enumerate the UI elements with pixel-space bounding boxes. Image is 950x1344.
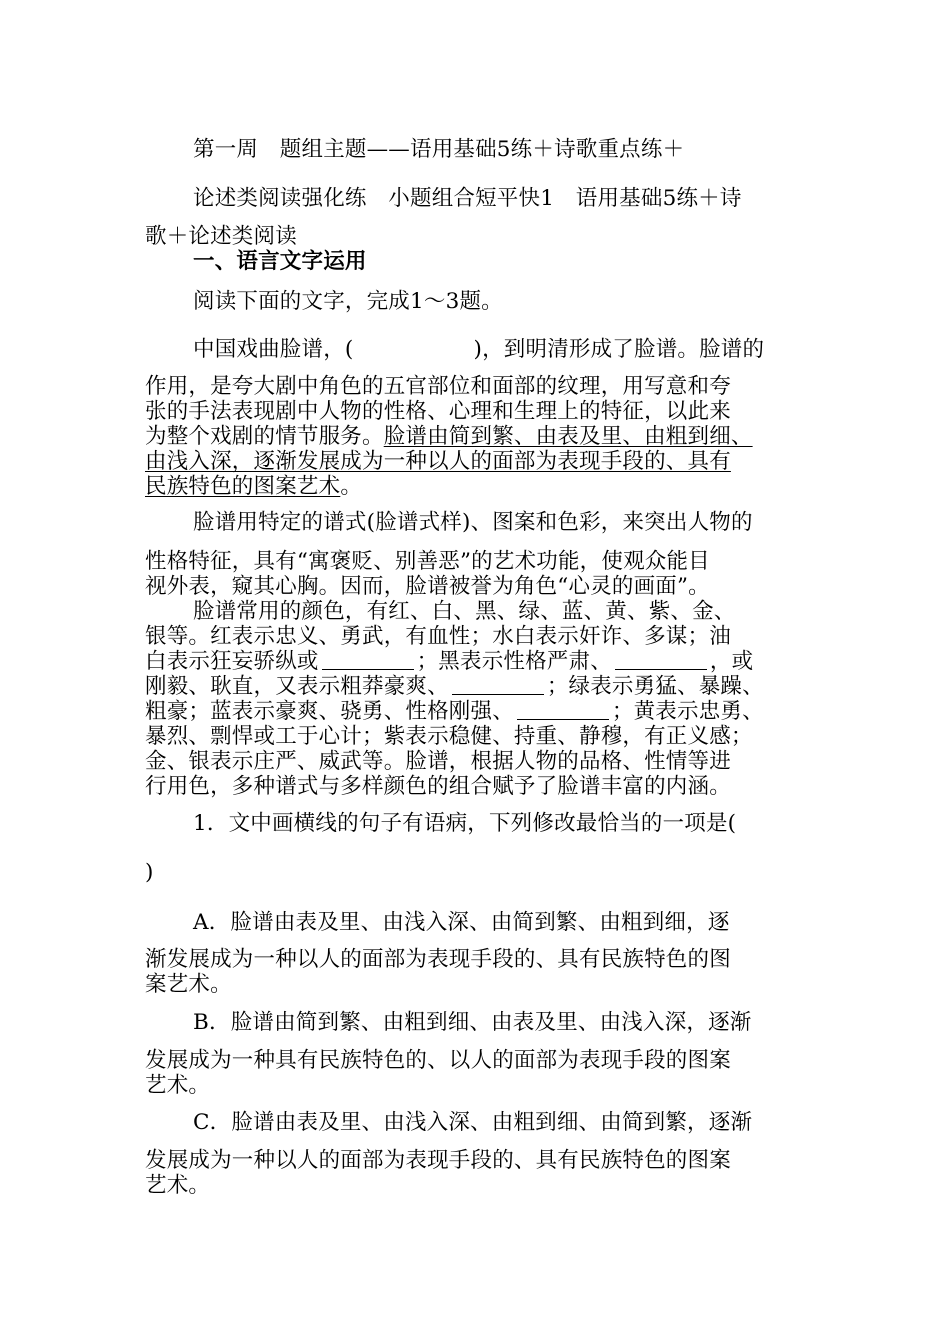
fill-blank [452, 693, 544, 695]
option-c-line-3: 艺术。 [145, 1173, 211, 1198]
passage-p3-line-8: 行用色，多种谱式与多样颜色的组合赋予了脸谱丰富的内涵。 [145, 774, 731, 799]
option-b-line-2: 发展成为一种具有民族特色的、以人的面部为表现手段的图案 [145, 1048, 731, 1073]
passage-text: ；绿表示勇猛、暴躁、 [546, 674, 764, 699]
option-c-line-1: C．脸谱由表及里、由浅入深、由粗到细、由简到繁，逐渐 [193, 1110, 753, 1135]
option-a-line-1: A．脸谱由表及里、由浅入深、由简到繁、由粗到细，逐 [193, 910, 730, 935]
passage-p2-line-3: 视外表，窥其心胸。因而，脸谱被誉为角色“心灵的画面”。 [145, 574, 710, 599]
passage-p1-line-2: 作用，是夸大剧中角色的五官部位和面部的纹理，用写意和夸 [145, 374, 731, 399]
underlined-sentence: 民族特色的图案艺术 [145, 474, 341, 499]
passage-p1-line-4 [145, 424, 810, 450]
passage-p3-line-3 [145, 649, 810, 675]
section-instruction: 阅读下面的文字，完成1～3题。 [193, 289, 503, 314]
passage-p3-line-7: 金、银表示庄严、威武等。脸谱，根据人物的品格、性情等进 [145, 749, 731, 774]
title-line-3: 歌＋论述类阅读 [145, 224, 297, 249]
option-a-line-3: 案艺术。 [145, 972, 232, 997]
question-1-stem-close: ) [145, 860, 154, 885]
option-b-line-1: B．脸谱由简到繁、由粗到细、由表及里、由浅入深，逐渐 [193, 1010, 752, 1035]
passage-text: ；黑表示性格严肃、 [416, 649, 612, 674]
section-heading: 一、语言文字运用 [193, 249, 367, 274]
option-a-line-2: 渐发展成为一种以人的面部为表现手段的、具有民族特色的图 [145, 947, 731, 972]
passage-p3-line-5 [145, 699, 810, 725]
fill-blank [322, 668, 414, 670]
passage-p3-line-1: 脸谱常用的颜色，有红、白、黑、绿、蓝、黄、紫、金、 [193, 599, 736, 624]
title-line-2: 论述类阅读强化练 小题组合短平快1 语用基础5练＋诗 [193, 186, 742, 211]
passage-p1-line-6 [145, 474, 810, 500]
passage-p3-line-2: 银等。红表示忠义、勇武，有血性；水白表示奸诈、多谋；油 [145, 624, 731, 649]
title-line-1: 第一周 题组主题——语用基础5练＋诗歌重点练＋ [193, 137, 685, 162]
passage-p3-line-6: 暴烈、剽悍或工于心计；紫表示稳健、持重、静穆，有正义感； [145, 724, 753, 749]
underlined-sentence: 由浅入深，逐渐发展成为一种以人的面部为表现手段的、具有 [145, 449, 731, 474]
question-1-stem: 1．文中画横线的句子有语病，下列修改最恰当的一项是( [193, 811, 737, 836]
underlined-sentence: 脸谱由简到繁、由表及里、由粗到细、 [383, 424, 753, 449]
passage-text: 白表示狂妄骄纵或 [145, 649, 319, 674]
fill-blank [615, 668, 707, 670]
passage-text: 粗豪；蓝表示豪爽、骁勇、性格刚强、 [145, 699, 514, 724]
passage-p2-line-2: 性格特征，具有“寓褒贬、别善恶”的艺术功能，使观众能目 [145, 549, 710, 574]
passage-text: 刚毅、耿直，又表示粗莽豪爽、 [145, 674, 449, 699]
passage-text: ，或 [709, 649, 754, 674]
option-b-line-3: 艺术。 [145, 1073, 211, 1098]
passage-text: 。 [340, 474, 363, 499]
passage-text: 为整个戏剧的情节服务。 [145, 424, 384, 449]
passage-p3-line-4 [145, 674, 810, 700]
passage-text: )，到明清形成了脸谱。脸谱的 [473, 337, 765, 362]
passage-text: 中国戏曲脸谱，( [193, 337, 354, 362]
passage-p2-line-1: 脸谱用特定的谱式(脸谱式样)、图案和色彩，来突出人物的 [193, 510, 753, 535]
passage-text: ；黄表示忠勇、 [611, 699, 764, 724]
passage-p1-line-3: 张的手法表现剧中人物的性格、心理和生理上的特征，以此来 [145, 399, 731, 424]
fill-blank [517, 718, 609, 720]
option-c-line-2: 发展成为一种以人的面部为表现手段的、具有民族特色的图案 [145, 1148, 731, 1173]
passage-p1-line-1 [193, 337, 858, 363]
